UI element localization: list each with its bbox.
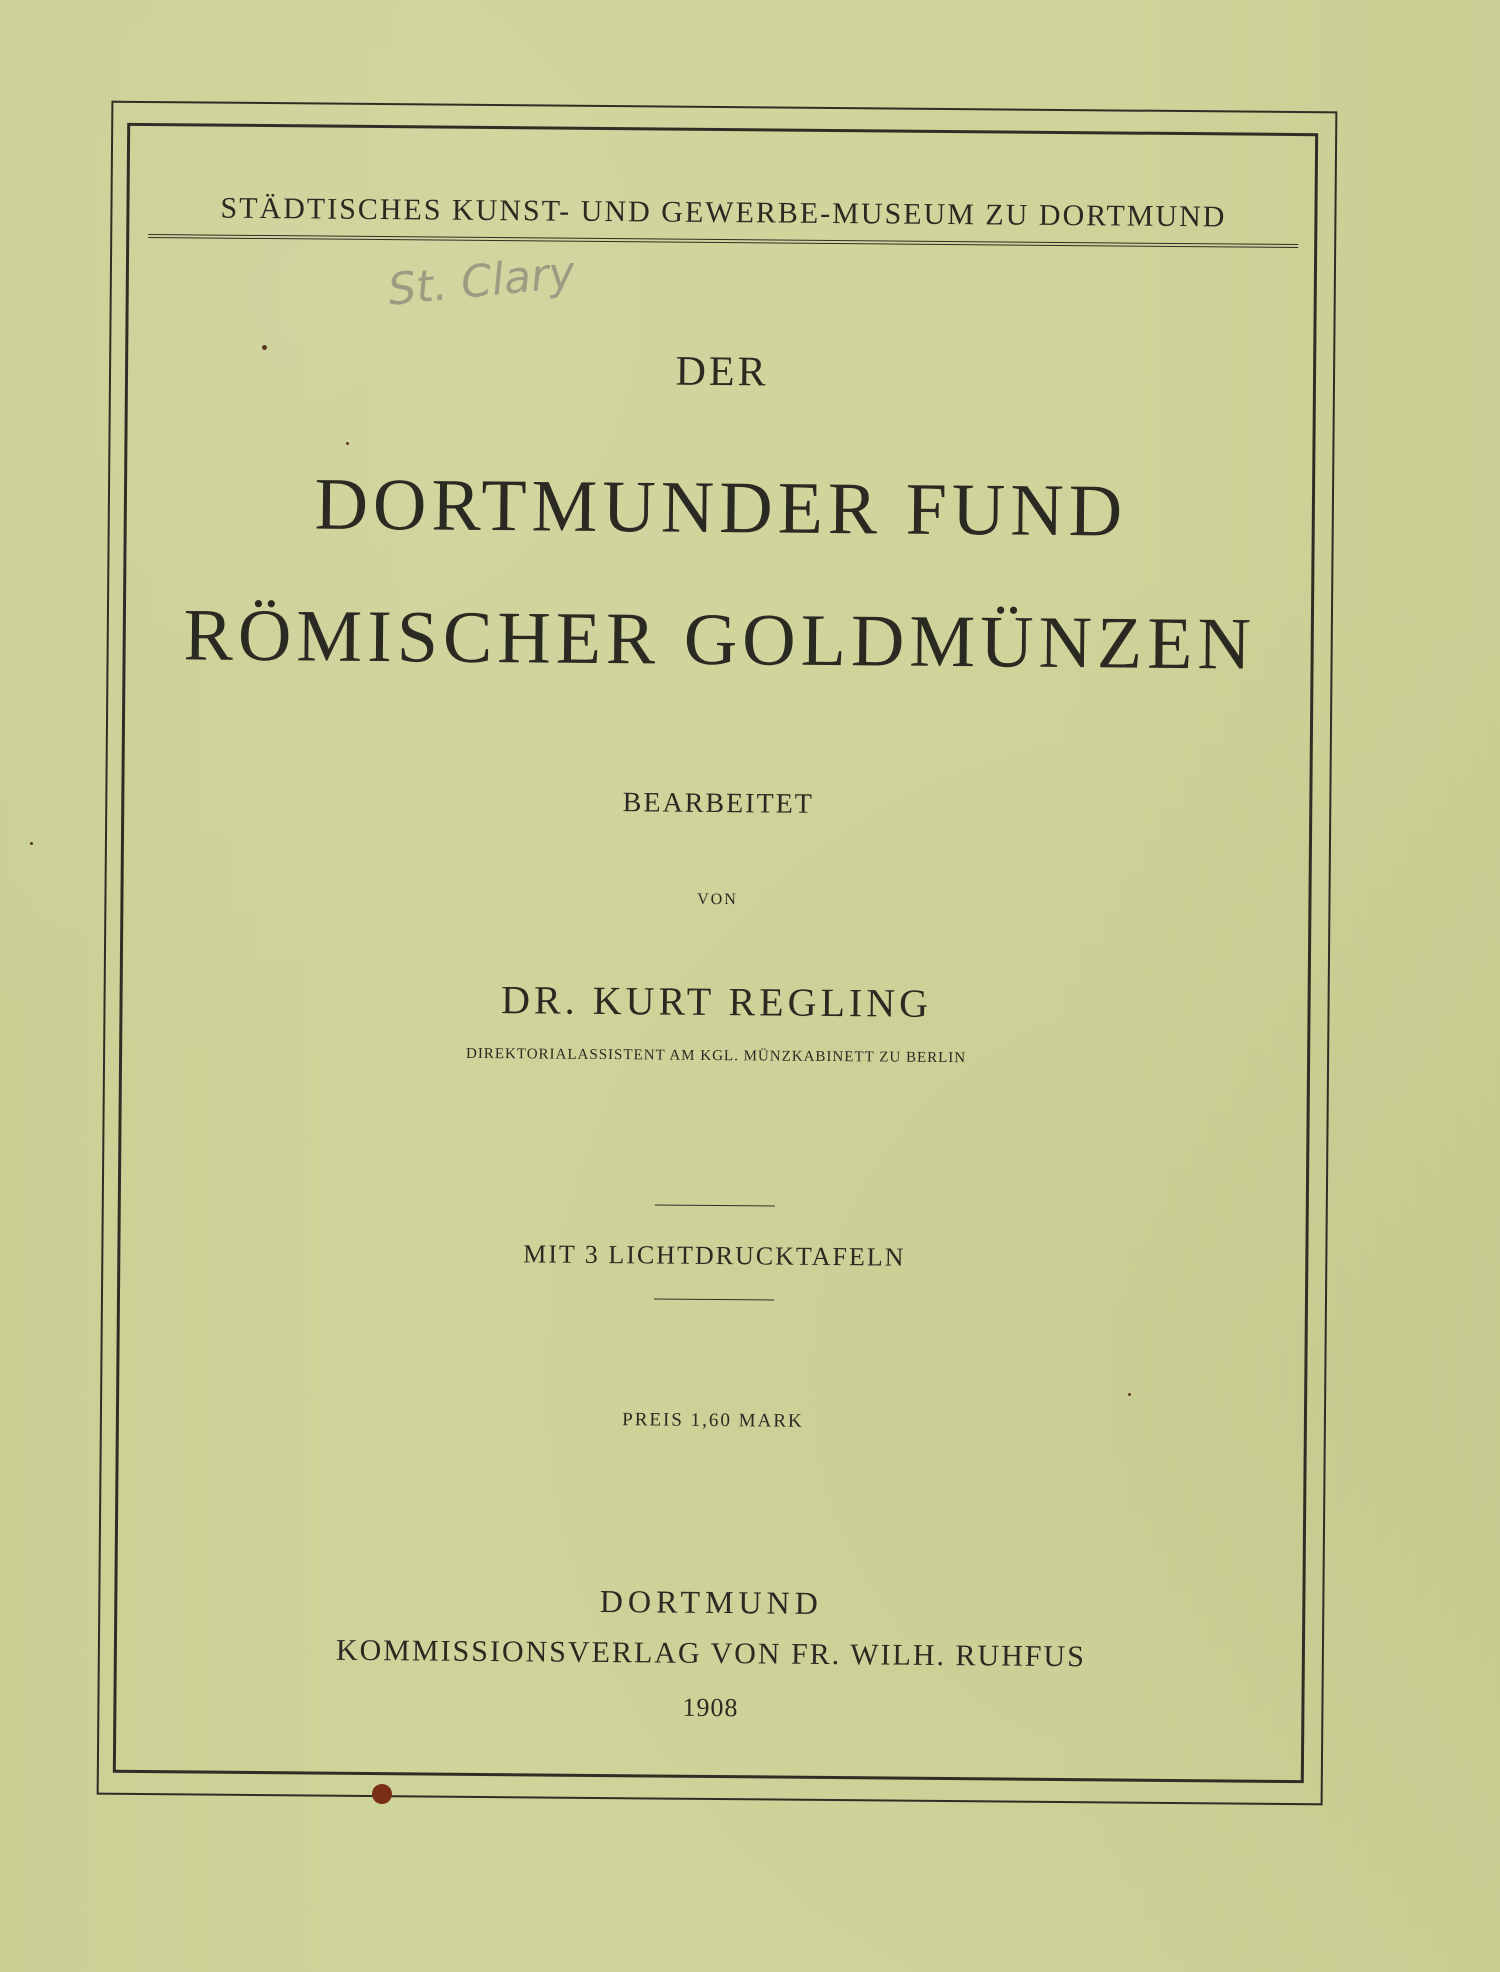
author-name: DR. KURT REGLING <box>500 977 933 1026</box>
imprint-year: 1908 <box>682 1692 739 1723</box>
paper-speck <box>262 345 267 350</box>
title-page <box>99 103 1336 1804</box>
paper-speck <box>30 842 33 845</box>
plates-rule-top <box>655 1204 775 1206</box>
heading-rule <box>148 234 1298 248</box>
ink-stain <box>372 1784 392 1804</box>
handwritten-note: St. Clary <box>385 247 578 316</box>
title-line-2: RÖMISCHER GOLDMÜNZEN <box>183 594 1257 686</box>
paper-speck <box>346 442 349 445</box>
imprint-city: DORTMUND <box>599 1583 823 1621</box>
museum-heading: STÄDTISCHES KUNST- UND GEWERBE-MUSEUM ZU DORTMUND <box>220 191 1227 234</box>
outer-border <box>97 101 1338 1806</box>
title-article: DER <box>675 348 769 396</box>
plates-note: MIT 3 LICHTDRUCKTAFELN <box>523 1239 906 1272</box>
paper-speck <box>1128 1393 1131 1396</box>
plates-rule-bottom <box>654 1298 774 1300</box>
imprint-publisher: KOMMISSIONSVERLAG VON FR. WILH. RUHFUS <box>335 1633 1087 1674</box>
author-position: DIREKTORIALASSISTENT AM KGL. MÜNZKABINETT ZU BERLIN <box>465 1045 967 1067</box>
price-note: PREIS 1,60 MARK <box>622 1409 804 1432</box>
by-label: VON <box>697 890 738 909</box>
title-line-1: DORTMUNDER FUND <box>314 463 1128 553</box>
edited-label: BEARBEITET <box>622 787 814 820</box>
